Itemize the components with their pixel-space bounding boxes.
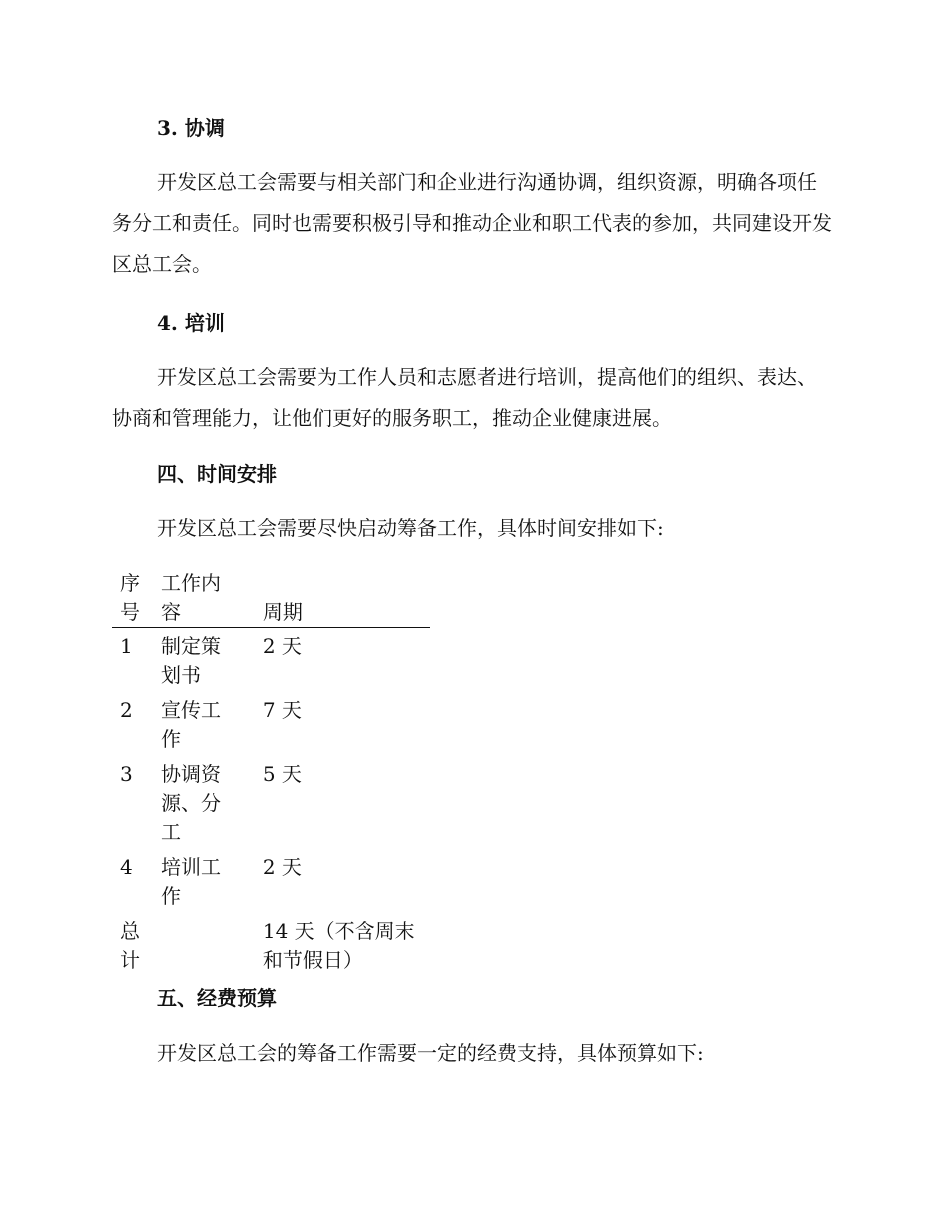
section-heading-training: 4. 培训 [157, 311, 225, 335]
row-task [161, 913, 263, 977]
row-task: 宣传工作 [161, 698, 221, 751]
row-task: 协调资源、分工 [161, 762, 221, 844]
table-row [112, 849, 430, 913]
table-row-total [112, 913, 430, 977]
row-task: 培训工作 [161, 855, 221, 908]
section-heading-coordination: 3. 协调 [157, 116, 225, 140]
row-no: 3 [120, 762, 133, 786]
schedule-table [112, 569, 430, 977]
section-heading-budget: 五、经费预算 [157, 986, 277, 1010]
row-no: 1 [120, 634, 133, 658]
table-header-row [112, 569, 430, 628]
section-heading-schedule: 四、时间安排 [157, 462, 277, 486]
budget-intro: 开发区总工会的筹备工作需要一定的经费支持，具体预算如下: [157, 1041, 704, 1065]
table-row [112, 756, 430, 849]
schedule-intro: 开发区总工会需要尽快启动筹备工作，具体时间安排如下: [157, 516, 664, 540]
row-period: 2 天 [262, 855, 302, 879]
row-period: 5 天 [262, 762, 302, 786]
row-period: 14 天（不含周末和节假日） [262, 919, 415, 972]
row-no: 2 [120, 698, 133, 722]
section-body-coordination: 开发区总工会需要与相关部门和企业进行沟通协调，组织资源，明确各项任务分工和责任。同时也需要积极引导和推动企业和职工代表的参加，共同建设开发区总工会。 [112, 170, 832, 276]
row-no: 4 [120, 855, 133, 879]
row-period: 2 天 [262, 634, 302, 658]
section-body-training: 开发区总工会需要为工作人员和志愿者进行培训，提高他们的组织、表达、协商和管理能力，让他们更好的服务职工，推动企业健康进展。 [112, 365, 817, 430]
table-row [112, 628, 430, 693]
column-header-task: 工作内容 [161, 569, 263, 628]
column-header-period: 周期 [263, 569, 430, 628]
row-no: 总计 [120, 919, 140, 972]
row-period: 7 天 [262, 698, 302, 722]
row-task: 制定策划书 [161, 634, 221, 687]
column-header-no: 序号 [112, 569, 161, 628]
table-row [112, 692, 430, 756]
